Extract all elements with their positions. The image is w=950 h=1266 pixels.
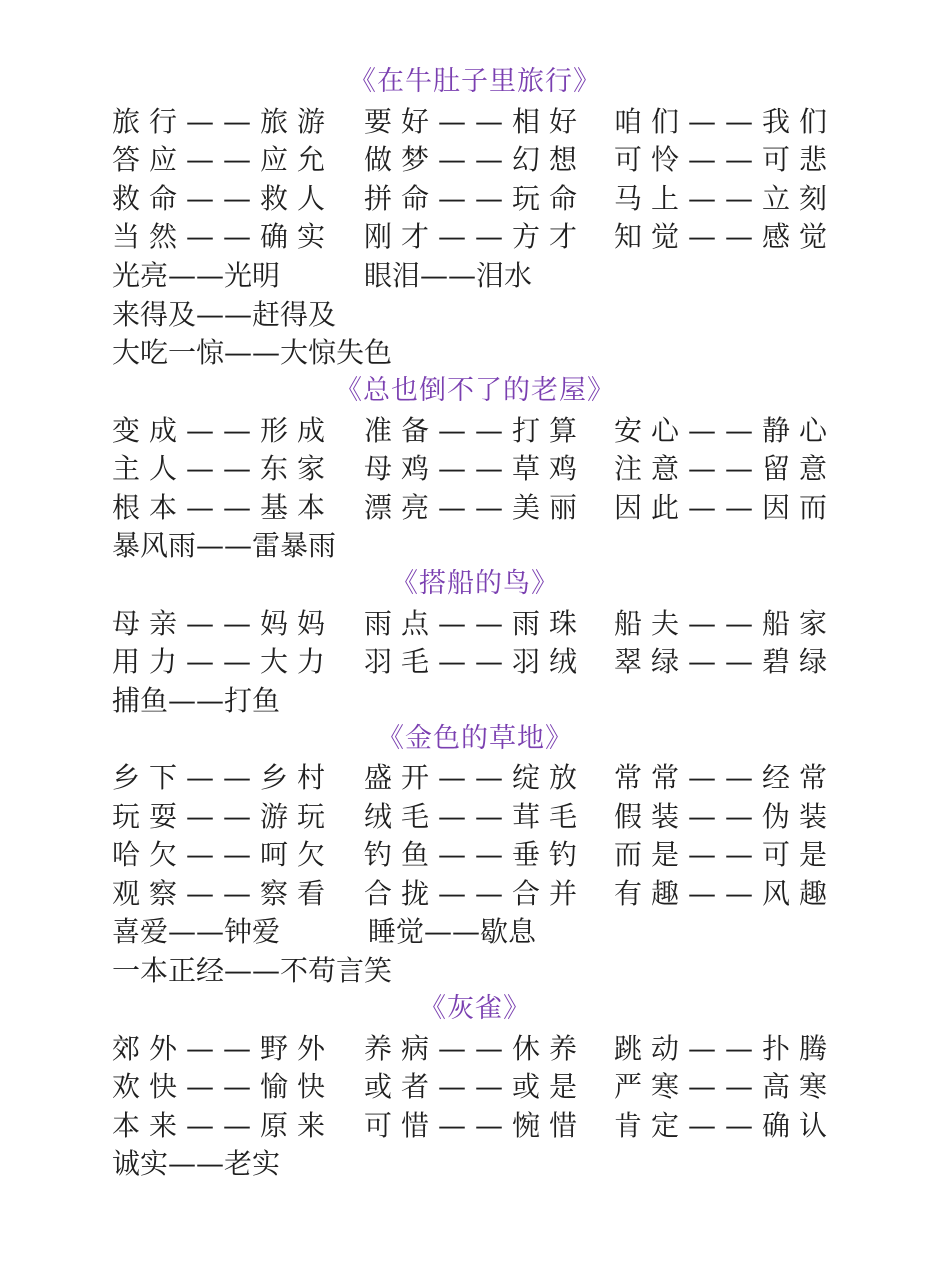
synonym-pair: 做梦——幻想 — [364, 143, 587, 176]
word-row — [112, 875, 852, 913]
synonym-pair: 肯定——确认 — [614, 1109, 837, 1142]
synonym-pair: 知觉——感觉 — [614, 220, 837, 253]
synonym-pair: 养病——休养 — [364, 1032, 587, 1065]
synonym-pair: 郊外——野外 — [112, 1032, 335, 1065]
synonym-pair: 救命——救人 — [112, 182, 335, 215]
synonym-pair: 刚才——方才 — [364, 220, 587, 253]
synonym-pair: 可惜——惋惜 — [364, 1109, 587, 1142]
section-title: 《在牛肚子里旅行》 — [349, 66, 601, 97]
synonym-pair: 雨点——雨珠 — [364, 607, 587, 640]
synonym-pair: 常常——经常 — [614, 761, 837, 794]
synonym-pair: 用力——大力 — [112, 645, 335, 678]
synonym-pair: 观察——察看 — [112, 877, 335, 910]
section-title: 《总也倒不了的老屋》 — [335, 375, 615, 406]
word-row — [112, 141, 852, 179]
synonym-pair: 可怜——可悲 — [614, 143, 837, 176]
synonym-pair: 诚实——老实 — [112, 1147, 281, 1180]
synonym-pair: 准备——打算 — [364, 414, 587, 447]
synonym-pair: 有趣——风趣 — [614, 877, 837, 910]
synonym-pair: 来得及——赶得及 — [112, 298, 337, 331]
synonym-pair: 漂亮——美丽 — [364, 491, 587, 524]
synonym-pair: 一本正经——不苟言笑 — [112, 954, 393, 987]
synonym-pair: 暴风雨——雷暴雨 — [112, 529, 337, 562]
word-row — [112, 103, 852, 141]
word-row — [112, 759, 852, 797]
synonym-pair: 当然——确实 — [112, 220, 335, 253]
synonym-pair: 或者——或是 — [364, 1070, 587, 1103]
synonym-pair: 玩耍——游玩 — [112, 800, 335, 833]
synonym-pair: 翠绿——碧绿 — [614, 645, 837, 678]
word-row — [112, 180, 852, 218]
word-row — [112, 836, 852, 874]
word-row — [112, 218, 852, 256]
synonym-pair: 变成——形成 — [112, 414, 335, 447]
word-row — [112, 412, 852, 450]
word-row — [112, 450, 852, 488]
synonym-pair: 盛开——绽放 — [364, 761, 587, 794]
synonym-pair: 本来——原来 — [112, 1109, 335, 1142]
synonym-pair: 答应——应允 — [112, 143, 335, 176]
synonym-pair: 因此——因而 — [614, 491, 837, 524]
synonym-pair: 旅行——旅游 — [112, 105, 335, 138]
synonym-pair: 光亮——光明 — [112, 259, 281, 292]
synonym-pair: 根本——基本 — [112, 491, 335, 524]
synonym-pair: 哈欠——呵欠 — [112, 838, 335, 871]
synonym-pair: 大吃一惊——大惊失色 — [112, 336, 393, 369]
word-row — [112, 1030, 852, 1068]
synonym-pair: 羽毛——羽绒 — [364, 645, 587, 678]
synonym-pair: 钓鱼——垂钓 — [364, 838, 587, 871]
synonym-pair: 眼泪——泪水 — [364, 259, 533, 292]
synonym-pair: 母亲——妈妈 — [112, 607, 335, 640]
word-row — [112, 605, 852, 643]
synonym-pair: 绒毛——茸毛 — [364, 800, 587, 833]
word-row — [112, 1107, 852, 1145]
section-title: 《金色的草地》 — [377, 723, 573, 754]
word-row — [112, 1068, 852, 1106]
synonym-pair: 母鸡——草鸡 — [364, 452, 587, 485]
synonym-pair: 要好——相好 — [364, 105, 587, 138]
synonym-pair: 主人——东家 — [112, 452, 335, 485]
word-row — [112, 643, 852, 681]
synonym-pair: 假装——伪装 — [614, 800, 837, 833]
synonym-pair: 马上——立刻 — [614, 182, 837, 215]
synonym-pair: 捕鱼——打鱼 — [112, 684, 281, 717]
synonym-pair: 严寒——高寒 — [614, 1070, 837, 1103]
synonym-pair: 安心——静心 — [614, 414, 837, 447]
word-row — [112, 798, 852, 836]
section-title: 《搭船的鸟》 — [391, 568, 559, 599]
synonym-pair: 拼命——玩命 — [364, 182, 587, 215]
word-row — [112, 489, 852, 527]
synonym-pair: 喜爱——钟爱 — [112, 915, 281, 948]
synonym-pair: 乡下——乡村 — [112, 761, 335, 794]
synonym-pair: 欢快——愉快 — [112, 1070, 335, 1103]
synonym-pair: 合拢——合并 — [364, 877, 587, 910]
section-title: 《灰雀》 — [419, 993, 531, 1024]
synonym-pair: 睡觉——歇息 — [368, 915, 537, 948]
synonym-pair: 注意——留意 — [614, 452, 837, 485]
synonym-pair: 船夫——船家 — [614, 607, 837, 640]
synonym-pair: 而是——可是 — [614, 838, 837, 871]
synonym-pair: 跳动——扑腾 — [614, 1032, 837, 1065]
synonym-pair: 咱们——我们 — [614, 105, 837, 138]
